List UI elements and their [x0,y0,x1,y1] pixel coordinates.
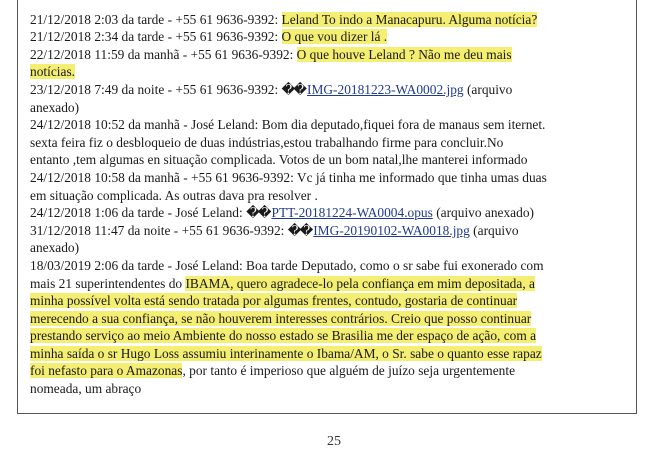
message-line [30,151,630,169]
highlighted-text: O que houve Leland ? Não me deu mais [296,46,512,62]
message-line [30,81,630,99]
message-line [30,239,630,257]
highlighted-text: O que vou dizer lá . [281,29,388,45]
message-line [30,116,630,134]
highlighted-text: merecendo a sua confiança, se não houverem interesses contrários. Creio que posso continuar [30,310,532,326]
message-line [30,187,630,205]
page-number: 25 [327,434,341,449]
message-text: anexado) [30,99,80,115]
document-page [17,0,637,414]
chat-message [30,0,630,2]
message-text: 24/12/2018 1:06 da tarde - José Leland: [30,205,247,221]
message-line [30,11,630,29]
message-text: 21/12/2018 2:34 da tarde - +55 61 9636-9392: [30,29,282,45]
highlighted-text: notícias. [30,64,75,80]
attachment-link[interactable]: PTT-20181224-WA0004.opus [271,205,433,221]
message-line [30,134,630,152]
chat-transcript [30,0,630,398]
message-text: 23/12/2018 7:49 da noite - +55 61 9636-9392: [30,81,282,97]
message-text: 22/12/2018 11:59 da manhã - +55 61 9636-9392: [30,46,297,62]
chat-message [30,116,630,169]
message-line [30,292,630,310]
chat-message [30,257,630,398]
chat-message [30,222,630,257]
message-line [30,46,630,64]
unknown-glyph-icon: �� [287,222,312,238]
highlighted-text: IBAMA, quero agradece-lo pela confiança em mim depositada, a [185,275,535,291]
highlighted-text: Leland To indo a Manacapuru. Alguma notícia? [281,11,538,27]
highlighted-text: minha possível volta está sendo tratada por algumas frentes, contudo, gostaria de continuar [30,293,518,309]
highlighted-text: prestando serviço ao meio Ambiente do nosso estado se Brasilia me der espaço de ação, com a [30,328,537,344]
chat-message [30,11,630,29]
message-line [30,345,630,363]
message-text: 31/12/2018 11:47 da noite - +55 61 9636-9392: [30,222,288,238]
message-text: entanto ,tem algumas en situação complicada. Votos de un bom natal,lhe manterei informado [30,152,528,168]
message-line [30,0,630,2]
message-text: 18/03/2019 2:06 da tarde - José Leland: Boa tarde Deputado, como o sr sabe fui exonerado com [30,257,544,273]
message-line [30,327,630,345]
attachment-link[interactable]: IMG-20181223-WA0002.jpg [307,81,464,97]
message-text: mais 21 superintendentes do [30,275,186,291]
message-text: (arquivo [463,81,513,97]
message-line [30,275,630,293]
chat-message [30,46,630,81]
unknown-glyph-icon: �� [281,81,306,97]
message-text: nomeada, um abraço [30,381,142,397]
attachment-link[interactable]: IMG-20190102-WA0018.jpg [313,222,470,238]
message-text: anexado) [30,240,80,256]
message-line [30,380,630,398]
message-line [30,222,630,240]
message-text: (arquivo anexado) [432,205,534,221]
message-text: (arquivo [469,222,519,238]
message-line [30,204,630,222]
highlighted-text: foi nefasto para o Amazonas [30,363,183,379]
message-text: em situação complicada. As outras dava pra resolver . [30,187,318,203]
highlighted-text: minha saída o sr Hugo Loss assumiu interinamente o Ibama/AM, o Sr. sabe o quanto esse rapaz [30,345,542,361]
unknown-glyph-icon: �� [246,205,270,221]
message-text: 21/12/2018 2:03 da tarde - +55 61 9636-9392: [30,11,282,27]
message-text: , por tanto é imperioso que alguém de juízo seja urgentemente [182,363,516,379]
message-line [30,99,630,117]
message-line [30,362,630,380]
message-text: 24/12/2018 10:52 da manhã - José Leland: Bom dia deputado,fiquei fora de manaus sem iternet. [30,117,546,133]
chat-message [30,28,630,46]
message-line [30,28,630,46]
message-text: 24/12/2018 10:58 da manhã - +55 61 9636-9392: Vc já tinha me informado que tinha umas duas [30,169,547,185]
chat-message [30,169,630,204]
message-line [30,257,630,275]
chat-message [30,204,630,222]
message-line [30,63,630,81]
message-line [30,310,630,328]
chat-message [30,81,630,116]
message-line [30,169,630,187]
message-text: sexta feira fiz o desbloqueio de duas indústrias,estou trabalhando firme para concluir.No [30,134,504,150]
